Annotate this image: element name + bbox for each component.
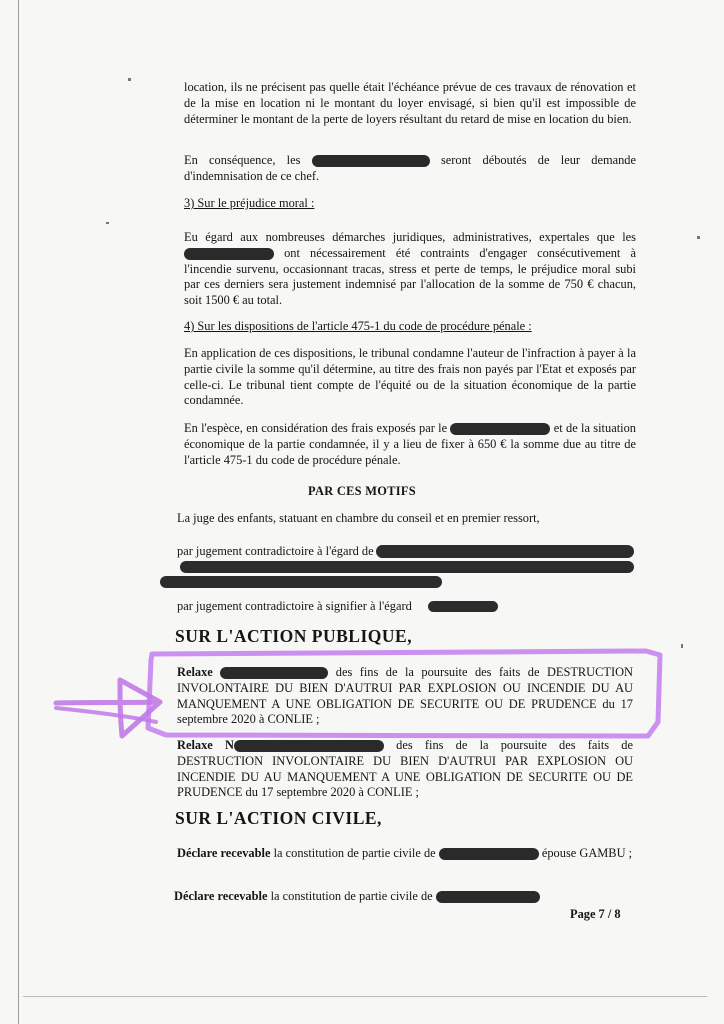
text-fragment: GAMBU ; xyxy=(579,846,633,860)
highlight-box xyxy=(148,651,660,736)
heading-prejudice-moral: 3) Sur le préjudice moral : xyxy=(184,196,315,210)
paragraph-juge-des-enfants: La juge des enfants, statuant en chambre du conseil et en premier ressort, xyxy=(177,511,540,525)
text-fragment: En l'espèce, en considération des frais exposés par le xyxy=(184,421,448,435)
page-number: Page 7 / 8 xyxy=(570,907,621,921)
text-fragment: En conséquence, les xyxy=(184,153,301,167)
paragraph-jugement-signifier: par jugement contradictoire à signifier à l'égard xyxy=(177,599,412,613)
text-fragment: la constitution de partie civile de xyxy=(270,889,433,903)
text-fragment: des fins de la poursuite des faits de DESTRUCTION INVOLONTAIRE DU BIEN D'AUTRUI PAR EXPLOSION OU INCENDIE DU AU MANQUEMENT A UNE OBLIGATION DE SECURITE OU DE PRUDENCE du 17 septembre 2020 à CONLIE ; xyxy=(177,738,633,800)
initial-letter: N xyxy=(225,738,234,752)
relaxe-label: Relaxe xyxy=(177,665,213,679)
text-fragment: ont nécessairement été contraints d'engager consécutivement à l'incendie survenu, occasionnant tracas, stress et perte de temps, le préjudice moral subi par ces derniers sera justement indemnisé par l'allocation de la somme de 750 € chacun, soit 1500 € au total. xyxy=(184,245,636,308)
text-fragment: seront déboutés de leur demande d'indemnisation de ce chef. xyxy=(184,153,636,183)
paragraph-jugement-contradictoire: par jugement contradictoire à l'égard de xyxy=(177,544,374,558)
relaxe-label: Relaxe xyxy=(177,738,213,752)
text-fragment: des fins de la poursuite des faits de DESTRUCTION INVOLONTAIRE DU BIEN D'AUTRUI PAR EXPLOSION OU INCENDIE DU AU MANQUEMENT A UNE OBLIGATION DE SECURITE OU DE PRUDENCE du 17 septembre 2020 à CONLIE ; xyxy=(177,665,633,727)
arrow-icon xyxy=(56,708,156,722)
declare-label: Déclare recevable xyxy=(174,889,268,903)
paragraph-application: En application de ces dispositions, le tribunal condamne l'auteur de l'infraction à payer à la partie civile la somme qu'il détermine, au titre des frais non payés par l'Etat et exposés par celle-ci. Le tribunal tient compte de l'équité ou de la situation économique de la partie condamnée. xyxy=(184,346,636,408)
section-action-civile: SUR L'ACTION CIVILE, xyxy=(175,808,382,828)
title-par-ces-motifs: PAR CES MOTIFS xyxy=(308,484,416,498)
paragraph-location: location, ils ne précisent pas quelle était l'échéance prévue de ces travaux de rénovation et de la mise en location ni le montant du loyer envisagé, si bien qu'il est impossible de déterminer le montant de la perte de loyers résultant du retard de mise en location du bien. xyxy=(184,80,636,126)
text-fragment: épouse xyxy=(541,846,577,860)
section-action-publique: SUR L'ACTION PUBLIQUE, xyxy=(175,626,413,646)
declare-label: Déclare recevable xyxy=(177,846,271,860)
text-fragment: la constitution de partie civile de xyxy=(273,846,436,860)
text-fragment: Eu égard aux nombreuses démarches juridiques, administratives, expertales que les xyxy=(184,230,636,244)
heading-article-475-1: 4) Sur les dispositions de l'article 475-1 du code de procédure pénale : xyxy=(184,319,532,333)
text-fragment: et de la situation économique de la partie condamnée, il y a lieu de fixer à 650 € la somme due au titre de l'article 475-1 du code de procédure pénale. xyxy=(184,421,636,467)
